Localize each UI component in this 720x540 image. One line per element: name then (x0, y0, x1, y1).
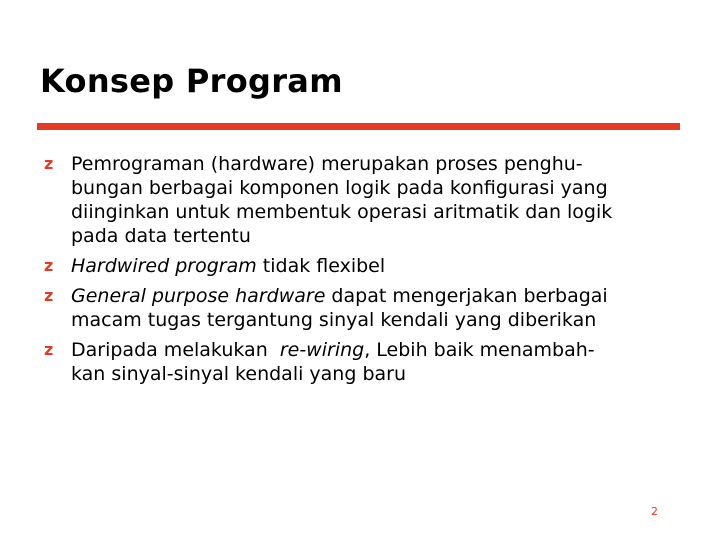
bullet-item (44, 254, 684, 278)
bullet-line: diinginkan untuk membentuk operasi aritmatik dan logik (71, 201, 613, 223)
bullet-text: Daripada melakukan (71, 339, 280, 361)
bullet-marker-icon: z (44, 286, 54, 305)
title-divider (37, 123, 680, 130)
bullet-item (44, 284, 684, 332)
bullet-marker-icon: z (44, 340, 54, 359)
page-number: 2 (651, 505, 658, 518)
bullet-text: , Lebih baik menambah- (364, 339, 595, 361)
bullet-list (44, 152, 684, 392)
bullet-italic-text: re-wiring (279, 339, 365, 361)
bullet-italic-text: Hardwired program (71, 255, 257, 277)
bullet-line (71, 284, 684, 308)
bullet-text: tidak flexibel (256, 255, 386, 277)
bullet-marker-icon: z (44, 256, 54, 275)
bullet-marker-icon: z (44, 154, 54, 173)
bullet-text: dapat mengerjakan berbagai (325, 285, 608, 307)
slide-title: Konsep Program (40, 62, 343, 100)
bullet-line: Pemrograman (hardware) merupakan proses penghu- (71, 153, 583, 175)
bullet-line (71, 254, 684, 278)
bullet-item (44, 338, 684, 386)
bullet-item (44, 152, 684, 248)
bullet-line: bungan berbagai komponen logik pada konfigurasi yang (71, 177, 608, 199)
bullet-italic-text: General purpose hardware (71, 285, 326, 307)
bullet-line (71, 338, 684, 362)
bullet-line: kan sinyal-sinyal kendali yang baru (71, 363, 407, 385)
bullet-line: macam tugas tergantung sinyal kendali yang diberikan (71, 309, 597, 331)
bullet-line: pada data tertentu (71, 225, 251, 247)
